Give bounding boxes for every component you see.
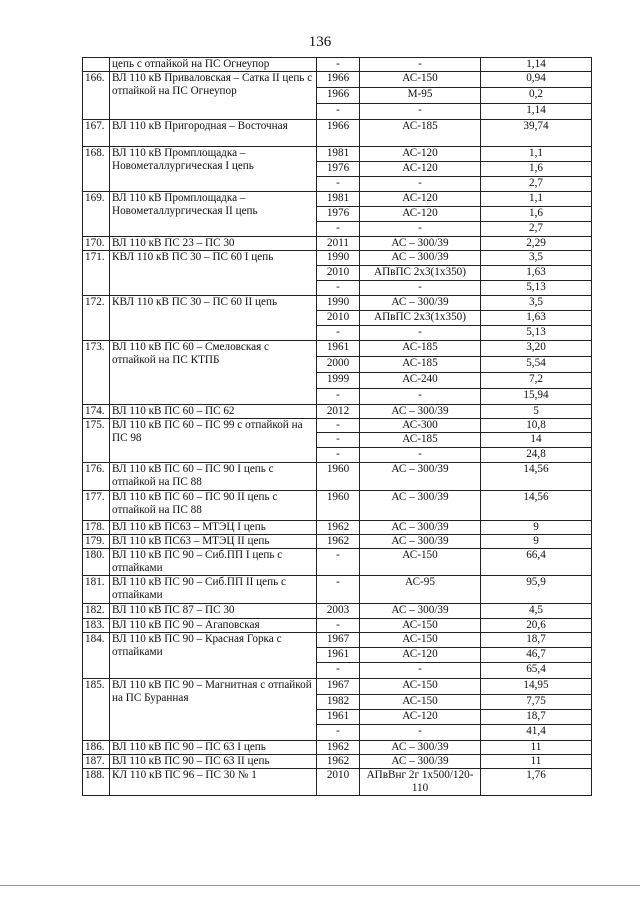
line-length: 18,7 bbox=[481, 633, 592, 648]
wire-mark: АС – 300/39 bbox=[360, 237, 481, 251]
table-row bbox=[83, 251, 592, 266]
line-name: ВЛ 110 кВ ПС 90 – Сиб.ПП II цепь с отпайками bbox=[110, 576, 317, 604]
line-length: 7,2 bbox=[481, 373, 592, 389]
wire-mark: М-95 bbox=[360, 88, 481, 104]
commission-year: 1981 bbox=[317, 192, 360, 207]
line-length: 14,95 bbox=[481, 679, 592, 695]
power-lines-table bbox=[82, 57, 592, 796]
row-number: 187. bbox=[83, 755, 110, 769]
commission-year: 1981 bbox=[317, 147, 360, 162]
table-row bbox=[83, 147, 592, 162]
line-length: 5,13 bbox=[481, 281, 592, 296]
row-number: 181. bbox=[83, 576, 110, 604]
line-length: 0,94 bbox=[481, 72, 592, 88]
table-row bbox=[83, 755, 592, 769]
line-length: 46,7 bbox=[481, 648, 592, 663]
line-length: 2,7 bbox=[481, 222, 592, 237]
wire-mark: АС-185 bbox=[360, 357, 481, 373]
commission-year: 1976 bbox=[317, 162, 360, 177]
commission-year: - bbox=[317, 177, 360, 192]
commission-year: - bbox=[317, 433, 360, 448]
row-number: 168. bbox=[83, 147, 110, 192]
line-length: 3,5 bbox=[481, 296, 592, 311]
commission-year: 1962 bbox=[317, 535, 360, 549]
wire-mark: АС – 300/39 bbox=[360, 535, 481, 549]
table-row bbox=[83, 633, 592, 648]
commission-year: 2012 bbox=[317, 405, 360, 419]
table-row bbox=[83, 549, 592, 576]
wire-mark: АС-150 bbox=[360, 549, 481, 576]
row-number: 174. bbox=[83, 405, 110, 419]
commission-year: - bbox=[317, 725, 360, 741]
table-row bbox=[83, 463, 592, 491]
table-row bbox=[83, 120, 592, 147]
table-row bbox=[83, 535, 592, 549]
wire-mark: - bbox=[360, 177, 481, 192]
commission-year: - bbox=[317, 58, 360, 72]
line-name: ВЛ 110 кВ ПС 60 – ПС 99 с отпайкой на ПС 98 bbox=[110, 419, 317, 463]
table-row bbox=[83, 237, 592, 251]
line-length: 1,14 bbox=[481, 58, 592, 72]
commission-year: 1990 bbox=[317, 251, 360, 266]
row-number: 178. bbox=[83, 521, 110, 535]
line-name: ВЛ 110 кВ ПС 60 – ПС 90 I цепь с отпайкой на ПС 88 bbox=[110, 463, 317, 491]
row-number: 173. bbox=[83, 341, 110, 405]
line-length: 7,75 bbox=[481, 695, 592, 710]
wire-mark: АС-150 bbox=[360, 695, 481, 710]
wire-mark: АС – 300/39 bbox=[360, 296, 481, 311]
commission-year: - bbox=[317, 104, 360, 120]
line-length: 18,7 bbox=[481, 710, 592, 725]
line-length: 9 bbox=[481, 535, 592, 549]
line-length: 0,2 bbox=[481, 88, 592, 104]
line-length: 95,9 bbox=[481, 576, 592, 604]
wire-mark: АС-185 bbox=[360, 120, 481, 147]
commission-year: 1976 bbox=[317, 207, 360, 222]
line-length: 14,56 bbox=[481, 491, 592, 521]
wire-mark: - bbox=[360, 663, 481, 679]
row-number: 166. bbox=[83, 72, 110, 120]
line-length: 1,6 bbox=[481, 207, 592, 222]
line-name: ВЛ 110 кВ ПС 90 – ПС 63 I цепь bbox=[110, 741, 317, 755]
table-row bbox=[83, 491, 592, 521]
wire-mark: - bbox=[360, 58, 481, 72]
table-row bbox=[83, 405, 592, 419]
line-name: ВЛ 110 кВ Промплощадка – Новометаллургическая II цепь bbox=[110, 192, 317, 237]
commission-year: 1966 bbox=[317, 88, 360, 104]
wire-mark: АС-185 bbox=[360, 433, 481, 448]
commission-year: 1962 bbox=[317, 755, 360, 769]
wire-mark: - bbox=[360, 104, 481, 120]
wire-mark: АС – 300/39 bbox=[360, 491, 481, 521]
line-length: 5,54 bbox=[481, 357, 592, 373]
row-number: 188. bbox=[83, 769, 110, 796]
line-name: ВЛ 110 кВ ПС 23 – ПС 30 bbox=[110, 237, 317, 251]
line-length: 2,29 bbox=[481, 237, 592, 251]
commission-year: - bbox=[317, 281, 360, 296]
line-length: 65,4 bbox=[481, 663, 592, 679]
commission-year: 2011 bbox=[317, 237, 360, 251]
wire-mark: - bbox=[360, 222, 481, 237]
line-length: 1,1 bbox=[481, 192, 592, 207]
wire-mark: АПвВнг 2г 1х500/120-110 bbox=[360, 769, 481, 796]
commission-year: 1962 bbox=[317, 741, 360, 755]
line-name: ВЛ 110 кВ ПС63 – МТЭЦ I цепь bbox=[110, 521, 317, 535]
row-number: 186. bbox=[83, 741, 110, 755]
wire-mark: АС – 300/39 bbox=[360, 755, 481, 769]
wire-mark: - bbox=[360, 281, 481, 296]
wire-mark: АС-120 bbox=[360, 147, 481, 162]
line-length: 5 bbox=[481, 405, 592, 419]
line-name: ВЛ 110 кВ ПС 60 – ПС 62 bbox=[110, 405, 317, 419]
line-name: КВЛ 110 кВ ПС 30 – ПС 60 I цепь bbox=[110, 251, 317, 296]
line-length: 2,7 bbox=[481, 177, 592, 192]
line-length: 1,6 bbox=[481, 162, 592, 177]
line-name: КВЛ 110 кВ ПС 30 – ПС 60 II цепь bbox=[110, 296, 317, 341]
line-length: 9 bbox=[481, 521, 592, 535]
table-row bbox=[83, 619, 592, 633]
table-row bbox=[83, 769, 592, 796]
wire-mark: АС-95 bbox=[360, 576, 481, 604]
table-row bbox=[83, 341, 592, 357]
row-number: 175. bbox=[83, 419, 110, 463]
row-number: 171. bbox=[83, 251, 110, 296]
line-length: 14 bbox=[481, 433, 592, 448]
commission-year: 1962 bbox=[317, 521, 360, 535]
line-name: ВЛ 110 кВ ПС 90 – Агаповская bbox=[110, 619, 317, 633]
wire-mark: АС-120 bbox=[360, 207, 481, 222]
commission-year: 1982 bbox=[317, 695, 360, 710]
line-name: ВЛ 110 кВ ПС 90 – Сиб.ПП I цепь с отпайками bbox=[110, 549, 317, 576]
line-length: 1,1 bbox=[481, 147, 592, 162]
line-length: 3,5 bbox=[481, 251, 592, 266]
table-body bbox=[83, 58, 592, 796]
commission-year: - bbox=[317, 663, 360, 679]
commission-year: 1999 bbox=[317, 373, 360, 389]
line-name: ВЛ 110 кВ ПС 90 – ПС 63 II цепь bbox=[110, 755, 317, 769]
line-length: 1,76 bbox=[481, 769, 592, 796]
row-number: 184. bbox=[83, 633, 110, 679]
row-number: 180. bbox=[83, 549, 110, 576]
wire-mark: - bbox=[360, 326, 481, 341]
line-length: 3,20 bbox=[481, 341, 592, 357]
wire-mark: АС-120 bbox=[360, 710, 481, 725]
wire-mark: АС – 300/39 bbox=[360, 251, 481, 266]
row-number: 182. bbox=[83, 604, 110, 619]
wire-mark: АС – 300/39 bbox=[360, 741, 481, 755]
commission-year: - bbox=[317, 448, 360, 463]
line-length: 66,4 bbox=[481, 549, 592, 576]
commission-year: 1967 bbox=[317, 679, 360, 695]
line-length: 1,63 bbox=[481, 266, 592, 281]
wire-mark: АС-300 bbox=[360, 419, 481, 433]
line-length: 14,56 bbox=[481, 463, 592, 491]
commission-year: 2003 bbox=[317, 604, 360, 619]
table-row bbox=[83, 296, 592, 311]
line-name: ВЛ 110 кВ Пригородная – Восточная bbox=[110, 120, 317, 147]
row-number: 172. bbox=[83, 296, 110, 341]
wire-mark: АС-150 bbox=[360, 633, 481, 648]
wire-mark: - bbox=[360, 725, 481, 741]
table-row bbox=[83, 419, 592, 433]
commission-year: - bbox=[317, 549, 360, 576]
line-length: 15,94 bbox=[481, 389, 592, 405]
line-length: 1,63 bbox=[481, 311, 592, 326]
line-name: ВЛ 110 кВ Приваловская – Сатка II цепь с отпайкой на ПС Огнеупор bbox=[110, 72, 317, 120]
line-length: 5,13 bbox=[481, 326, 592, 341]
table-row bbox=[83, 576, 592, 604]
line-length: 39,74 bbox=[481, 120, 592, 147]
line-length: 10,8 bbox=[481, 419, 592, 433]
line-length: 41,4 bbox=[481, 725, 592, 741]
commission-year: 1960 bbox=[317, 491, 360, 521]
table-row bbox=[83, 679, 592, 695]
line-length: 1,14 bbox=[481, 104, 592, 120]
row-number: 176. bbox=[83, 463, 110, 491]
wire-mark: АС – 300/39 bbox=[360, 405, 481, 419]
row-number: 177. bbox=[83, 491, 110, 521]
wire-mark: АС-150 bbox=[360, 679, 481, 695]
line-length: 11 bbox=[481, 741, 592, 755]
table-row bbox=[83, 192, 592, 207]
row-number bbox=[83, 58, 110, 72]
commission-year: 1960 bbox=[317, 463, 360, 491]
wire-mark: АС-120 bbox=[360, 648, 481, 663]
commission-year: 1966 bbox=[317, 72, 360, 88]
commission-year: 1990 bbox=[317, 296, 360, 311]
page-bottom-rule bbox=[0, 885, 640, 886]
wire-mark: АПвПС 2х3(1х350) bbox=[360, 311, 481, 326]
line-name: ВЛ 110 кВ Промплощадка – Новометаллургическая I цепь bbox=[110, 147, 317, 192]
page-number: 136 bbox=[308, 34, 332, 50]
table-row bbox=[83, 521, 592, 535]
wire-mark: АС – 300/39 bbox=[360, 604, 481, 619]
row-number: 170. bbox=[83, 237, 110, 251]
table-row bbox=[83, 58, 592, 72]
wire-mark: АС-185 bbox=[360, 341, 481, 357]
wire-mark: АПвПС 2х3(1х350) bbox=[360, 266, 481, 281]
commission-year: 1961 bbox=[317, 341, 360, 357]
wire-mark: АС-240 bbox=[360, 373, 481, 389]
row-number: 183. bbox=[83, 619, 110, 633]
line-name: ВЛ 110 кВ ПС 90 – Магнитная с отпайкой на ПС Буранная bbox=[110, 679, 317, 741]
commission-year: 1961 bbox=[317, 648, 360, 663]
row-number: 167. bbox=[83, 120, 110, 147]
line-name: цепь с отпайкой на ПС Огнеупор bbox=[110, 58, 317, 72]
commission-year: - bbox=[317, 419, 360, 433]
wire-mark: АС-150 bbox=[360, 619, 481, 633]
commission-year: 2010 bbox=[317, 311, 360, 326]
line-length: 4,5 bbox=[481, 604, 592, 619]
table-row bbox=[83, 604, 592, 619]
row-number: 179. bbox=[83, 535, 110, 549]
wire-mark: АС-150 bbox=[360, 72, 481, 88]
commission-year: 1966 bbox=[317, 120, 360, 147]
wire-mark: - bbox=[360, 389, 481, 405]
commission-year: - bbox=[317, 326, 360, 341]
commission-year: - bbox=[317, 222, 360, 237]
line-length: 11 bbox=[481, 755, 592, 769]
commission-year: 2010 bbox=[317, 769, 360, 796]
commission-year: 1967 bbox=[317, 633, 360, 648]
table-row bbox=[83, 72, 592, 88]
row-number: 169. bbox=[83, 192, 110, 237]
line-name: КЛ 110 кВ ПС 96 – ПС 30 № 1 bbox=[110, 769, 317, 796]
wire-mark: АС-120 bbox=[360, 162, 481, 177]
line-name: ВЛ 110 кВ ПС 60 – Смеловская с отпайкой на ПС КТПБ bbox=[110, 341, 317, 405]
line-name: ВЛ 110 кВ ПС 90 – Красная Горка с отпайками bbox=[110, 633, 317, 679]
line-name: ВЛ 110 кВ ПС 60 – ПС 90 II цепь с отпайкой на ПС 88 bbox=[110, 491, 317, 521]
commission-year: - bbox=[317, 389, 360, 405]
line-length: 20,6 bbox=[481, 619, 592, 633]
row-number: 185. bbox=[83, 679, 110, 741]
wire-mark: - bbox=[360, 448, 481, 463]
commission-year: - bbox=[317, 619, 360, 633]
line-name: ВЛ 110 кВ ПС 87 – ПС 30 bbox=[110, 604, 317, 619]
commission-year: - bbox=[317, 576, 360, 604]
wire-mark: АС – 300/39 bbox=[360, 463, 481, 491]
line-name: ВЛ 110 кВ ПС63 – МТЭЦ II цепь bbox=[110, 535, 317, 549]
commission-year: 2000 bbox=[317, 357, 360, 373]
table-row bbox=[83, 741, 592, 755]
wire-mark: АС-120 bbox=[360, 192, 481, 207]
line-length: 24,8 bbox=[481, 448, 592, 463]
commission-year: 1961 bbox=[317, 710, 360, 725]
commission-year: 2010 bbox=[317, 266, 360, 281]
wire-mark: АС – 300/39 bbox=[360, 521, 481, 535]
